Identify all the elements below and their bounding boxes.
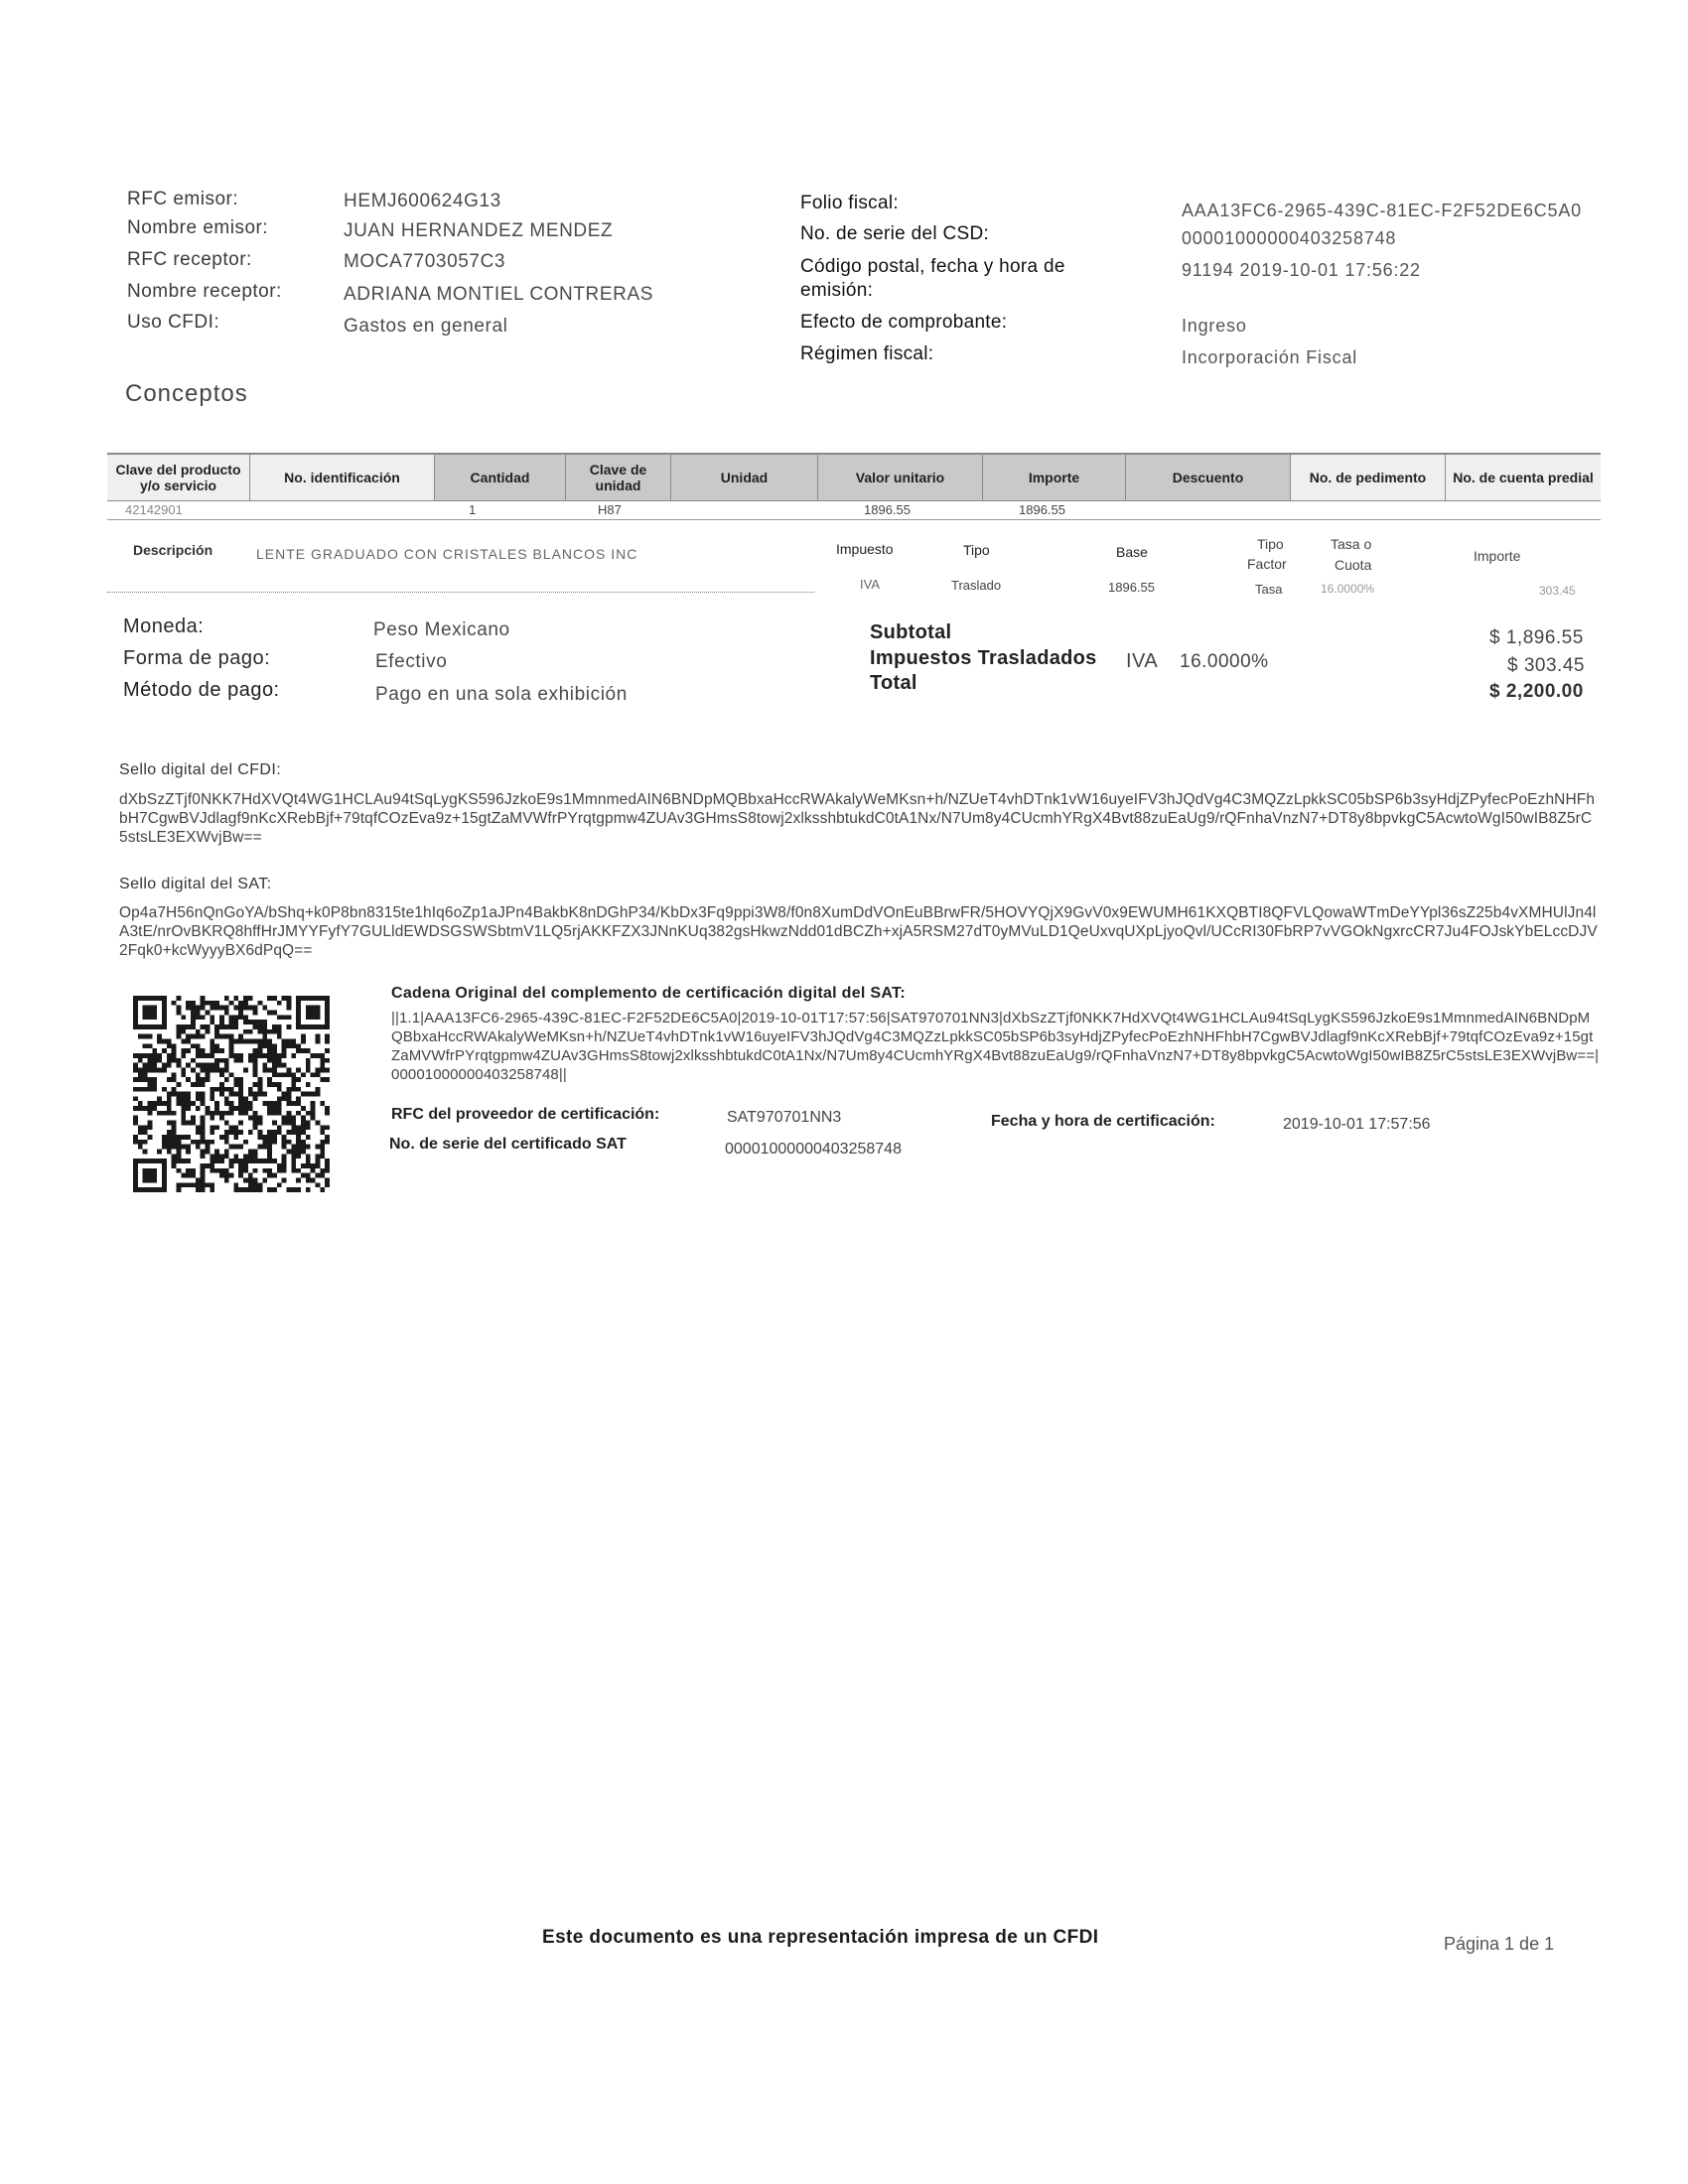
impuestos-trasladados-label: Impuestos Trasladados [870, 647, 1097, 669]
forma-pago-value: Efectivo [375, 651, 448, 672]
descripcion-value: LENTE GRADUADO CON CRISTALES BLANCOS INC [256, 546, 638, 562]
rfc-emisor-label: RFC emisor: [127, 189, 239, 209]
qr-finder-pattern [306, 1006, 320, 1020]
th-unidad: Unidad [671, 455, 818, 500]
imp-header-impuesto: Impuesto [836, 541, 894, 557]
moneda-label: Moneda: [123, 615, 205, 637]
impuestos-tasa: 16.0000% [1180, 651, 1269, 672]
cell-valor-unitario: 1896.55 [864, 502, 911, 517]
th-no-cuenta-predial: No. de cuenta predial [1446, 455, 1601, 500]
efecto-label: Efecto de comprobante: [800, 312, 1008, 333]
imp-header-tasa-cuota-line2: Cuota [1335, 557, 1372, 573]
impuestos-tipo: IVA [1126, 650, 1159, 672]
sello-cfdi-text: dXbSzZTjf0NKK7HdXVQt4WG1HCLAu94tSqLygKS596JzkoE9s1MmnmedAIN6BNDpMQBbxaHccRWAkalyWeMKsn+h/NZUeT4vhDTnk1vW16uyeIFV3hJQdVg4C3MQZzLpkkSC05bSP6b3syHdjZPyfecPoEzhNHFhbH7CgwBVJdlagf9nKcXRebBjf+79tqfCOzEva9z+15gtZaMVWfrPYrqtgpmw4ZUAv3GHmsS8towj2xlksshbtukdC0tA1Nx/N7Um8y4CUcmhYRgX4Bvt88zuEaUg9/rQFnhaVnzN7+DT8y8bpvkgC5AcwtoWgI50wIB8Z5rC5stsLE3EXWvjBw== [119, 791, 1596, 846]
cell-importe: 1896.55 [1019, 502, 1065, 517]
folio-fiscal-label: Folio fiscal: [800, 193, 899, 213]
imp-header-base: Base [1116, 544, 1148, 560]
sello-sat-text: Op4a7H56nQnGoYA/bShq+k0P8bn8315te1hIq6oZp1aJPn4BakbK8nDGhP34/KbDx3Fq9ppi3W8/f0n8XumDdVOnEuBBrwFR/5HOVYQjX9GvV0x9EWUMH61KXQBTI8QFVLQowaWTmDeYYpl36sZ25b4vXMHUlJn4lA3tE/nrOvBKRQ8hffHrJMYYFyfY7GULldEWDSGSWSbtmV1LQ5rjAKKFZX3JNnKUq382gsHkwzNdd01dBCZh+xjA5RSM27dT0yMVuLD1QeUxvqUXpLjyoQvl/UCcRI30FbRP7vVGOkNgxrcCR7Ju4FOJskYbELccDJV2Fqk0+kcWyyyBX6dPqQ== [119, 904, 1598, 959]
nombre-emisor-value: JUAN HERNANDEZ MENDEZ [344, 220, 614, 241]
rfc-emisor-value: HEMJ600624G13 [344, 191, 501, 211]
rfc-proveedor-label: RFC del proveedor de certificación: [391, 1106, 660, 1123]
sello-sat-label: Sello digital del SAT: [119, 876, 272, 892]
imp-tipo: Traslado [951, 578, 1002, 593]
cp-fecha-label-line1: Código postal, fecha y hora de [800, 256, 1065, 277]
subtotal-label: Subtotal [870, 621, 952, 643]
th-clave-unidad-line2: unidad [595, 478, 641, 493]
metodo-pago-label: Método de pago: [123, 679, 280, 701]
qr-finder-pattern [143, 1006, 157, 1020]
conceptos-title: Conceptos [125, 380, 248, 407]
footer-text: Este documento es una representación impresa de un CFDI [542, 1927, 1099, 1948]
nombre-receptor-label: Nombre receptor: [127, 281, 282, 302]
rfc-receptor-label: RFC receptor: [127, 249, 252, 270]
th-clave-unidad [566, 455, 671, 500]
th-no-pedimento: No. de pedimento [1291, 455, 1446, 500]
fecha-certificacion-value: 2019-10-01 17:57:56 [1283, 1116, 1431, 1133]
cp-fecha-label-line2: emisión: [800, 280, 874, 301]
folio-fiscal-value: AAA13FC6-2965-439C-81EC-F2F52DE6C5A0 [1182, 201, 1582, 220]
total-value: $ 2,200.00 [1489, 681, 1584, 702]
imp-tasa-cuota: 16.0000% [1321, 582, 1375, 596]
serie-certificado-sat-value: 00001000000403258748 [725, 1141, 902, 1158]
regimen-value: Incorporación Fiscal [1182, 347, 1358, 367]
imp-header-tipo-factor-line2: Factor [1247, 556, 1287, 572]
total-label: Total [870, 672, 917, 694]
moneda-value: Peso Mexicano [373, 619, 510, 640]
imp-header-tipo: Tipo [963, 542, 990, 558]
th-no-identificacion: No. identificación [250, 455, 435, 500]
fecha-certificacion-label: Fecha y hora de certificación: [991, 1113, 1215, 1130]
cell-clave-producto: 42142901 [125, 502, 183, 517]
rfc-receptor-value: MOCA7703057C3 [344, 251, 506, 272]
imp-importe: 303.45 [1539, 584, 1576, 598]
nombre-receptor-value: ADRIANA MONTIEL CONTRERAS [344, 284, 654, 305]
cadena-text: ||1.1|AAA13FC6-2965-439C-81EC-F2F52DE6C5A0|2019-10-01T17:57:56|SAT970701NN3|dXbSzZTjf0NKK7HdXVQt4WG1HCLAu94tSqLygKS596JzkoE9s1MmnmedAIN6BNDpMQBbxaHccRWAkalyWeMKsn+h/NZUeT4vhDTnk1vW16uyeIFV3hJQdVg4C3MQZzLpkkSC05bSP6b3syHdjZPyfecPoEzhNHFhbH7CgwBVJdlagf9nKcXRebBjf+79tqfCOzEva9z+15gtZaMVWfrPYrqtgpmw4ZUAv3GHmsS8towj2xlksshbtukdC0tA1Nx/N7Um8y4CUcmhYRgX4Bvt88zuEaUg9/rQFnhaVnzN7+DT8y8bpvkgC5AcwtoWgI50wIB8Z5rC5stsLE3EXWvjBw==|00001000000403258748|| [391, 1010, 1600, 1083]
uso-cfdi-label: Uso CFDI: [127, 312, 220, 333]
imp-header-tasa-cuota-line1: Tasa o [1331, 536, 1372, 552]
nombre-emisor-label: Nombre emisor: [127, 217, 269, 238]
serie-csd-label: No. de serie del CSD: [800, 223, 990, 244]
serie-certificado-sat-label: No. de serie del certificado SAT [389, 1136, 627, 1153]
imp-base: 1896.55 [1108, 580, 1155, 595]
conceptos-table-header [107, 453, 1601, 501]
serie-csd-value: 00001000000403258748 [1182, 228, 1397, 248]
page-number: Página 1 de 1 [1444, 1934, 1555, 1954]
descripcion-label: Descripción [133, 542, 213, 558]
th-clave-producto [107, 455, 250, 500]
metodo-pago-value: Pago en una sola exhibición [375, 684, 628, 705]
qr-code [133, 996, 330, 1192]
subtotal-value: $ 1,896.55 [1489, 627, 1584, 648]
table-row [107, 499, 1601, 520]
descripcion-divider [107, 592, 814, 593]
regimen-label: Régimen fiscal: [800, 343, 934, 364]
cp-fecha-value: 91194 2019-10-01 17:56:22 [1182, 260, 1421, 280]
cell-clave-unidad: H87 [598, 502, 622, 517]
sello-cfdi-label: Sello digital del CFDI: [119, 761, 282, 778]
imp-tipo-factor: Tasa [1255, 582, 1283, 597]
th-descuento: Descuento [1126, 455, 1291, 500]
th-cantidad: Cantidad [435, 455, 566, 500]
th-clave-producto-line2: y/o servicio [139, 478, 217, 493]
cadena-label: Cadena Original del complemento de certificación digital del SAT: [391, 985, 906, 1002]
imp-impuesto: IVA [860, 577, 880, 592]
th-clave-producto-line1: Clave del producto [115, 462, 241, 478]
cell-cantidad: 1 [469, 502, 477, 517]
forma-pago-label: Forma de pago: [123, 647, 271, 669]
th-valor-unitario: Valor unitario [818, 455, 983, 500]
qr-finder-pattern [143, 1168, 157, 1182]
uso-cfdi-value: Gastos en general [344, 316, 508, 337]
imp-header-importe: Importe [1474, 548, 1521, 564]
imp-header-tipo-factor-line1: Tipo [1257, 536, 1284, 552]
th-clave-unidad-line1: Clave de [589, 462, 647, 478]
rfc-proveedor-value: SAT970701NN3 [727, 1109, 842, 1126]
efecto-value: Ingreso [1182, 316, 1247, 336]
th-importe: Importe [983, 455, 1126, 500]
impuestos-value: $ 303.45 [1507, 655, 1585, 676]
